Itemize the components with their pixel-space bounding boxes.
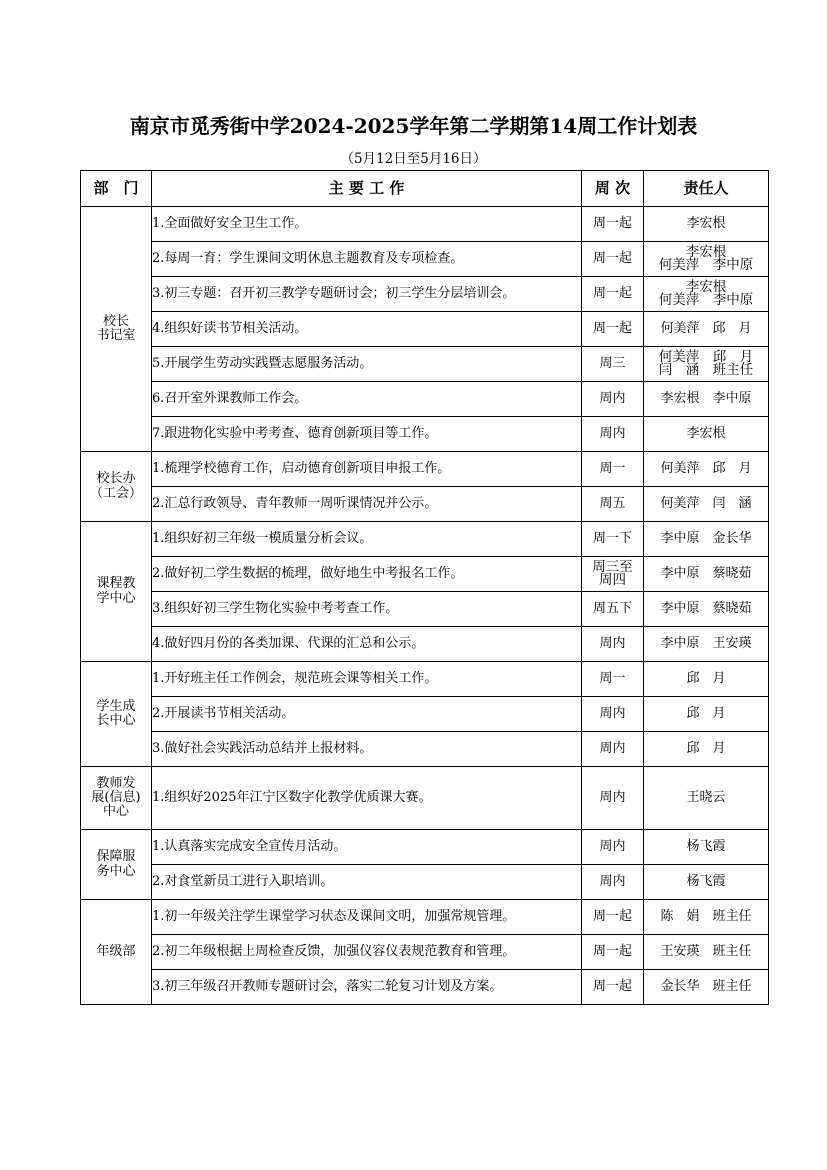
week-cell: 周三至 周四: [582, 557, 644, 592]
department-cell: 保障服 务中心: [81, 830, 152, 900]
responsible-cell: 何美萍 邱 月: [644, 452, 769, 487]
work-item-cell: 1.认真落实完成安全宣传月活动。: [152, 830, 582, 865]
responsible-cell: 杨飞霞: [644, 865, 769, 900]
week-cell: 周三: [582, 347, 644, 382]
responsible-cell: 王安瑛 班主任: [644, 935, 769, 970]
work-item-cell: 4.做好四月份的各类加课、代课的汇总和公示。: [152, 627, 582, 662]
department-cell: 校长办 （工会）: [81, 452, 152, 522]
table-row: [81, 592, 769, 627]
table-row: [81, 347, 769, 382]
work-item-cell: 1.开好班主任工作例会，规范班会课等相关工作。: [152, 662, 582, 697]
work-item-cell: 3.组织好初三学生物化实验中考考查工作。: [152, 592, 582, 627]
work-item-cell: 1.梳理学校德育工作，启动德育创新项目申报工作。: [152, 452, 582, 487]
table-row: [81, 865, 769, 900]
work-item-cell: 1.全面做好安全卫生工作。: [152, 207, 582, 242]
week-cell: 周内: [582, 382, 644, 417]
table-row: [81, 767, 769, 830]
responsible-cell: 邱 月: [644, 732, 769, 767]
table-row: [81, 627, 769, 662]
work-item-cell: 6.召开室外课教师工作会。: [152, 382, 582, 417]
department-cell: 学生成 长中心: [81, 662, 152, 767]
work-item-cell: 4.组织好读书节相关活动。: [152, 312, 582, 347]
table-row: [81, 242, 769, 277]
work-item-cell: 2.汇总行政领导、青年教师一周听课情况并公示。: [152, 487, 582, 522]
work-item-cell: 3.初三专题：召开初三教学专题研讨会；初三学生分层培训会。: [152, 277, 582, 312]
table-row: [81, 970, 769, 1005]
responsible-cell: 李中原 金长华: [644, 522, 769, 557]
responsible-cell: 李宏根 李中原: [644, 382, 769, 417]
week-cell: 周内: [582, 627, 644, 662]
table-row: [81, 522, 769, 557]
week-cell: 周内: [582, 767, 644, 830]
work-plan-table: [80, 170, 769, 1005]
work-item-cell: 2.开展读书节相关活动。: [152, 697, 582, 732]
work-item-cell: 3.初三年级召开教师专题研讨会，落实二轮复习计划及方案。: [152, 970, 582, 1005]
week-cell: 周五: [582, 487, 644, 522]
responsible-cell: 杨飞霞: [644, 830, 769, 865]
responsible-cell: 李宏根: [644, 417, 769, 452]
week-cell: 周一: [582, 452, 644, 487]
responsible-cell: 陈 娟 班主任: [644, 900, 769, 935]
responsible-cell: 李宏根 何美萍 李中原: [644, 277, 769, 312]
department-cell: 教师发 展(信息) 中心: [81, 767, 152, 830]
table-row: [81, 382, 769, 417]
responsible-cell: 李中原 蔡晓茹: [644, 592, 769, 627]
work-item-cell: 7.跟进物化实验中考考查、德育创新项目等工作。: [152, 417, 582, 452]
responsible-cell: 邱 月: [644, 662, 769, 697]
week-cell: 周一起: [582, 900, 644, 935]
header-responsible: 责任人: [644, 171, 769, 207]
work-item-cell: 5.开展学生劳动实践暨志愿服务活动。: [152, 347, 582, 382]
work-item-cell: 1.组织好初三年级一模质量分析会议。: [152, 522, 582, 557]
week-cell: 周一起: [582, 277, 644, 312]
responsible-cell: 李宏根: [644, 207, 769, 242]
responsible-cell: 李中原 王安瑛: [644, 627, 769, 662]
table-body: [81, 207, 769, 1005]
week-cell: 周内: [582, 417, 644, 452]
date-range-subtitle: （5月12日至5月16日）: [340, 151, 487, 167]
week-cell: 周一起: [582, 207, 644, 242]
table-row: [81, 830, 769, 865]
department-cell: 年级部: [81, 900, 152, 1005]
week-cell: 周内: [582, 732, 644, 767]
responsible-cell: 邱 月: [644, 697, 769, 732]
department-cell: 课程教 学中心: [81, 522, 152, 662]
table-row: [81, 312, 769, 347]
table-row: [81, 732, 769, 767]
table-row: [81, 662, 769, 697]
header-department: 部 门: [81, 171, 152, 207]
week-cell: 周一起: [582, 242, 644, 277]
table-row: [81, 935, 769, 970]
table-row: [81, 277, 769, 312]
page-title: 南京市觅秀街中学2024-2025学年第二学期第14周工作计划表: [129, 114, 698, 138]
table-row: [81, 207, 769, 242]
week-cell: 周内: [582, 830, 644, 865]
responsible-cell: 李中原 蔡晓茹: [644, 557, 769, 592]
table-row: [81, 417, 769, 452]
table-row: [81, 557, 769, 592]
week-cell: 周一起: [582, 935, 644, 970]
responsible-cell: 李宏根 何美萍 李中原: [644, 242, 769, 277]
week-cell: 周一: [582, 662, 644, 697]
responsible-cell: 何美萍 邱 月: [644, 312, 769, 347]
table-row: [81, 452, 769, 487]
work-item-cell: 1.组织好2025年江宁区数字化教学优质课大赛。: [152, 767, 582, 830]
table-row: [81, 900, 769, 935]
week-cell: 周一下: [582, 522, 644, 557]
responsible-cell: 何美萍 闫 涵: [644, 487, 769, 522]
table-header-row: [81, 171, 769, 207]
responsible-cell: 何美萍 邱 月 闫 涵 班主任: [644, 347, 769, 382]
department-cell: 校长 书记室: [81, 207, 152, 452]
week-cell: 周一起: [582, 970, 644, 1005]
responsible-cell: 金长华 班主任: [644, 970, 769, 1005]
work-item-cell: 3.做好社会实践活动总结并上报材料。: [152, 732, 582, 767]
table-row: [81, 697, 769, 732]
work-item-cell: 2.做好初二学生数据的梳理，做好地生中考报名工作。: [152, 557, 582, 592]
week-cell: 周内: [582, 865, 644, 900]
week-cell: 周五下: [582, 592, 644, 627]
week-cell: 周一起: [582, 312, 644, 347]
work-item-cell: 2.初二年级根据上周检查反馈，加强仪容仪表规范教育和管理。: [152, 935, 582, 970]
work-item-cell: 2.对食堂新员工进行入职培训。: [152, 865, 582, 900]
table-row: [81, 487, 769, 522]
responsible-cell: 王晓云: [644, 767, 769, 830]
work-item-cell: 1.初一年级关注学生课堂学习状态及课间文明，加强常规管理。: [152, 900, 582, 935]
work-item-cell: 2.每周一育：学生课间文明休息主题教育及专项检查。: [152, 242, 582, 277]
header-main-work: 主 要 工 作: [152, 171, 582, 207]
header-week: 周 次: [582, 171, 644, 207]
week-cell: 周内: [582, 697, 644, 732]
